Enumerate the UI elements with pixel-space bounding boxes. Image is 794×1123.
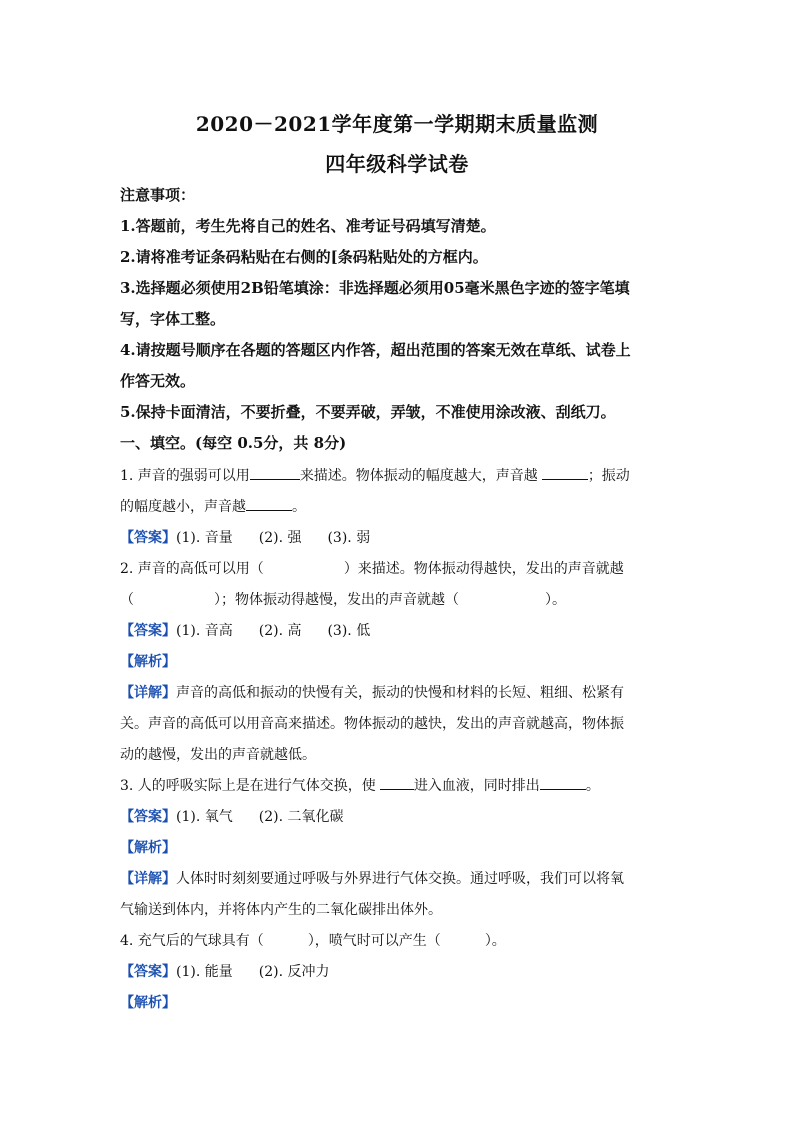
detail-line: 【详解】人体时时刻刻要通过呼吸与外界进行气体交换。通过呼吸，我们可以将氧 xyxy=(120,871,624,887)
questions xyxy=(120,461,680,1019)
note-line: 2.请将准考证条码粘贴在右侧的[条码粘贴处的方框内。 xyxy=(120,248,488,266)
analysis-row xyxy=(120,833,680,864)
question-1-line-1: 1. 声音的强弱可以用 来描述。物体振动的幅度越大，声音越 ；振动 xyxy=(120,461,680,492)
answer-row: 【答案】(1). 能量 (2). 反冲力 xyxy=(120,964,330,980)
note-line: 5.保持卡面清洁，不要折叠，不要弄破，弄皱，不准使用涂改液、刮纸刀。 xyxy=(120,403,616,421)
answer-label: 【答案】 xyxy=(120,809,176,825)
detail-label: 【详解】 xyxy=(120,871,176,887)
notes-heading: 注意事项： xyxy=(120,186,196,204)
answer-label: 【答案】 xyxy=(120,530,176,546)
analysis-label: 【解析】 xyxy=(120,840,176,856)
exam-subtitle: 四年级科学试卷 xyxy=(325,152,469,176)
answer-blank xyxy=(540,775,586,790)
analysis-row xyxy=(120,988,680,1019)
answer-label: 【答案】 xyxy=(120,623,176,639)
question-2-line-2: （ ）；物体振动得越慢，发出的声音就越（ ）。 xyxy=(120,592,566,608)
note-line: 写，字体工整。 xyxy=(120,310,226,328)
question-3-line-1: 3. 人的呼吸实际上是在进行气体交换，使 进入血液，同时排出 。 xyxy=(120,771,680,802)
question-4-line-1: 4. 充气后的气球具有（ ），喷气时可以产生（ ）。 xyxy=(120,933,506,949)
detail-line: 气输送到体内，并将体内产生的二氧化碳排出体外。 xyxy=(120,902,442,918)
detail-line: 动的越慢，发出的声音就越低。 xyxy=(120,747,316,763)
answer-blank xyxy=(246,496,292,511)
answer-blank xyxy=(250,465,300,480)
note-line: 3.选择题必须使用2B铅笔填涂：非选择题必须用05毫米黑色字迹的签字笔填 xyxy=(120,279,630,297)
exam-title: 2020－2021学年度第一学期期末质量监测 xyxy=(195,112,599,136)
note-line: 作答无效。 xyxy=(120,372,196,390)
analysis-row xyxy=(120,647,680,678)
notes-section xyxy=(120,180,680,428)
detail-label: 【详解】 xyxy=(120,685,176,701)
analysis-label: 【解析】 xyxy=(120,995,176,1011)
detail-line: 【详解】声音的高低和振动的快慢有关，振动的快慢和材料的长短、粗细、松紧有 xyxy=(120,685,624,701)
note-line: 1.答题前，考生先将自己的姓名、准考证号码填写清楚。 xyxy=(120,217,496,235)
note-line: 4.请按题号顺序在各题的答题区内作答，超出范围的答案无效在草纸、试卷上 xyxy=(120,341,631,359)
answer-blank xyxy=(380,775,414,790)
detail-line: 关。声音的高低可以用音高来描述。物体振动的越快，发出的声音就越高，物体振 xyxy=(120,716,624,732)
answer-row: 【答案】(1). 音量 (2). 强 (3). 弱 xyxy=(120,530,371,546)
question-1-line-2: 的幅度越小，声音越 。 xyxy=(120,492,680,523)
answer-label: 【答案】 xyxy=(120,964,176,980)
question-2-line-1: 2. 声音的高低可以用（ ）来描述。物体振动得越快，发出的声音就越 xyxy=(120,561,624,577)
answer-blank xyxy=(542,465,588,480)
answer-row: 【答案】(1). 氧气 (2). 二氧化碳 xyxy=(120,809,344,825)
answer-row: 【答案】(1). 音高 (2). 高 (3). 低 xyxy=(120,623,371,639)
section-heading: 一、填空。(每空 0.5分，共 8分) xyxy=(120,434,347,452)
analysis-label: 【解析】 xyxy=(120,654,176,670)
